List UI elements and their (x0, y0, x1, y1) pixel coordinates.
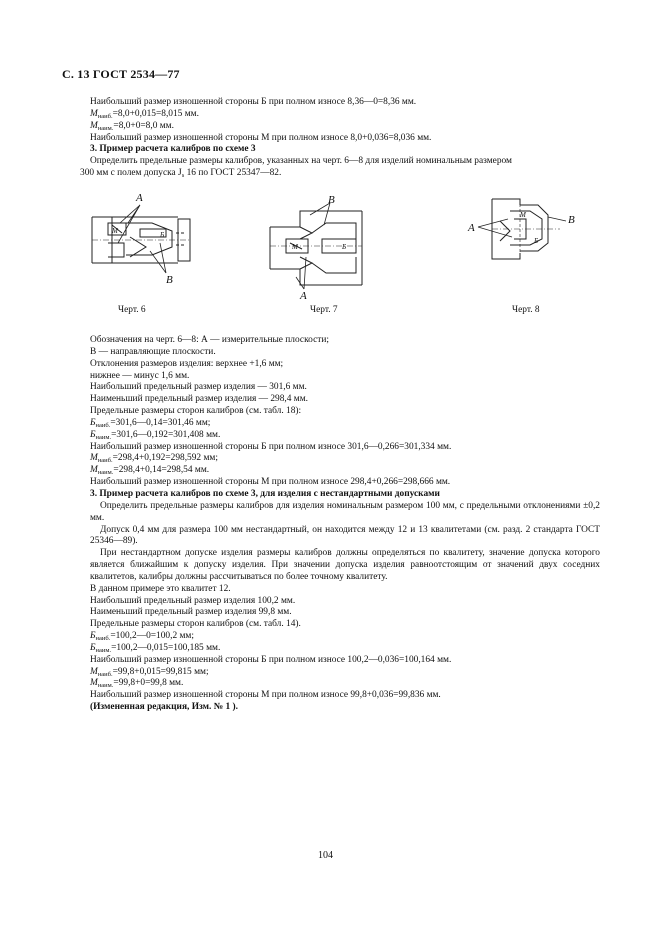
symbol: М (90, 678, 98, 689)
formula-line (90, 109, 600, 121)
text-line: Наибольший размер изношенной стороны М при полном износе 8,0+0,036=8,036 мм. (90, 132, 432, 143)
symbol: Б (90, 429, 96, 440)
fig6-label-a: А (136, 192, 143, 204)
text-line: Определить предельные размеры калибров, указанных на черт. 6—8 для изделий номинальным размером (90, 156, 512, 167)
subscript: наим. (97, 682, 114, 690)
text-span: 300 мм с полем допуска J (80, 168, 182, 179)
symbol: М (90, 465, 98, 476)
figure-8 (478, 199, 566, 259)
symbol: Б (90, 417, 96, 428)
formula-value: =100,2—0,015=100,185 мм. (111, 642, 221, 653)
text-block-top (80, 97, 600, 180)
text-line: Отклонения размеров изделия: верхнее +1,6 мм; (90, 358, 284, 369)
subscript: наим. (95, 433, 112, 441)
formula-value: =301,6—0,192=301,408 мм. (111, 429, 221, 440)
subscript: s (181, 172, 185, 180)
text-line: Наибольший размер изношенной стороны Б при полном износе 100,2—0,036=100,164 мм. (90, 654, 452, 665)
fig8-label-b: Б (534, 237, 539, 245)
text-line: Наибольший размер изношенной стороны М при полном износе 99,8+0,036=99,836 мм. (90, 690, 441, 701)
fig7-label-b: Б (342, 243, 347, 251)
symbol: М (90, 120, 98, 131)
text-line: Наибольший размер изношенной стороны М при полном износе 298,4+0,266=298,666 мм. (90, 477, 451, 488)
fig7-label-v: В (328, 194, 335, 206)
text-span: 16 по ГОСТ 25347—82. (184, 168, 282, 179)
paragraph: Определить предельные размеры калибров для изделия номинальным размером 100 мм, с предельными отклонениями ±0,2 мм. (90, 500, 600, 523)
formula-value: =99,8+0,015=99,815 мм; (112, 666, 209, 677)
formula-line (90, 667, 600, 679)
text-line: Наибольший размер изношенной стороны Б при полном износе 8,36—0=8,36 мм. (90, 97, 417, 107)
text-block-main (90, 335, 600, 714)
text-line (80, 168, 600, 180)
fig8-label-a: А (468, 222, 475, 234)
formula-value: =99,8+0=99,8 мм. (113, 678, 184, 689)
subscript: наим. (95, 646, 112, 654)
fig6-label-b: Б (160, 231, 165, 239)
paragraph: Допуск 0,4 мм для размера 100 мм нестандартный, он находится между 12 и 13 квалитетами (см. разд. 2 стандарта ГОСТ 25346—89). (90, 524, 600, 547)
formula-line (90, 678, 600, 690)
text-line: Наибольший размер изношенной стороны Б при полном износе 301,6—0,266=301,334 мм. (90, 441, 452, 452)
section-heading: 3. Пример расчета калибров по схеме 3 (90, 144, 256, 155)
page-header: С. 13 ГОСТ 2534—77 (62, 67, 180, 81)
symbol: Б (90, 642, 96, 653)
subscript: наиб. (95, 635, 111, 643)
formula-value: =298,4+0,192=298,592 мм; (112, 453, 218, 464)
subscript: наиб. (97, 670, 113, 678)
symbol: Б (90, 631, 96, 642)
formula-value: =301,6—0,14=301,46 мм; (110, 417, 211, 428)
formula-line (90, 430, 600, 442)
text-line: Наименьший предельный размер изделия — 298,4 мм. (90, 394, 308, 405)
figure-7-caption: Черт. 7 (310, 305, 338, 315)
formula-value: =100,2—0=100,2 мм; (110, 631, 194, 642)
formula-line (90, 631, 600, 643)
symbol: М (90, 666, 98, 677)
symbol: М (90, 453, 98, 464)
formula-line (90, 465, 600, 477)
text-line: Наибольший предельный размер изделия — 301,6 мм. (90, 382, 307, 393)
figure-7 (270, 203, 362, 289)
fig6-label-v: В (166, 274, 173, 286)
paragraph: При нестандартном допуске изделия размеры калибров должны определяться по квалитету, значение допуска которого является ближайшим к допуску изделия. При значении допуска изделия равноотстоящим от значений двух соседних квалитетов, калибры должны рассчитываться по более точному квалитету. (90, 548, 600, 582)
figure-6-caption: Черт. 6 (118, 305, 146, 315)
text-line: Предельные размеры сторон калибров (см. табл. 14). (90, 619, 301, 630)
subscript: наиб. (97, 112, 113, 120)
amendment-note: (Измененная редакция, Изм. № 1 ). (90, 702, 238, 713)
page-number: 104 (318, 850, 333, 861)
formula-line (90, 453, 600, 465)
figures-drawing (0, 185, 661, 315)
subscript: наим. (97, 469, 114, 477)
formula-value: =8,0+0=8,0 мм. (113, 120, 174, 131)
formula-line (90, 121, 600, 133)
subscript: наиб. (95, 421, 111, 429)
fig7-label-m: М (292, 243, 298, 251)
figure-8-caption: Черт. 8 (512, 305, 540, 315)
symbol: М (90, 108, 98, 119)
formula-value: =298,4+0,14=298,54 мм. (113, 465, 210, 476)
fig6-label-m: М (112, 227, 118, 235)
text-line: В данном примере это квалитет 12. (90, 583, 231, 594)
fig8-label-m: М (520, 211, 526, 219)
text-line: В — направляющие плоскости. (90, 346, 216, 357)
formula-line (90, 418, 600, 430)
text-line: нижнее — минус 1,6 мм. (90, 370, 190, 381)
formula-value: =8,0+0,015=8,015 мм. (112, 108, 199, 119)
figure-6 (92, 205, 190, 273)
text-line: Наибольший предельный размер изделия 100,2 мм. (90, 595, 296, 606)
subscript: наиб. (97, 457, 113, 465)
formula-line (90, 643, 600, 655)
fig8-label-v: В (568, 214, 575, 226)
text-line: Предельные размеры сторон калибров (см. табл. 18): (90, 406, 302, 417)
text-line: Обозначения на черт. 6—8: А — измерительные плоскости; (90, 335, 329, 345)
section-heading: 3. Пример расчета калибров по схеме 3, для изделия с нестандартными допусками (90, 488, 440, 499)
fig7-label-a: А (300, 290, 307, 302)
subscript: наим. (97, 124, 114, 132)
text-line: Наименьший предельный размер изделия 99,8 мм. (90, 607, 292, 618)
